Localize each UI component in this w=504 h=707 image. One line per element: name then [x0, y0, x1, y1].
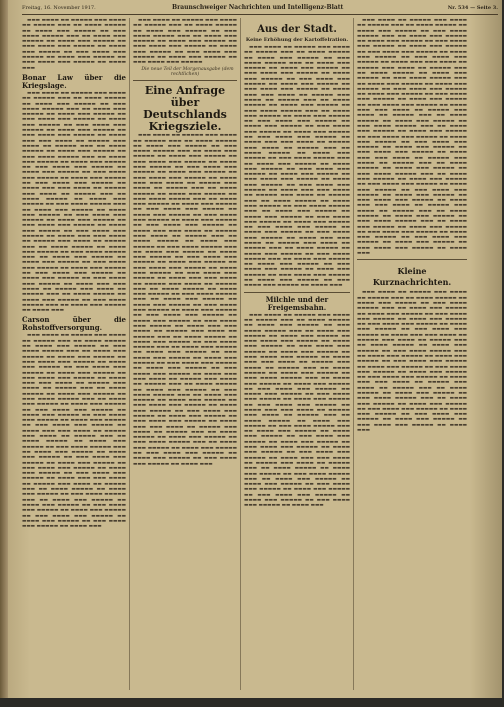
- article-headline: Carson über die Rohstoffversorgung.: [22, 315, 126, 333]
- page-header: [22, 3, 498, 13]
- column-2: ▬▬▬ ▬▬▬▬ ▬▬ ▬▬▬▬▬ ▬▬▬ ▬▬▬▬ ▬▬ ▬▬▬▬▬ ▬▬▬ ▬▬ ▬▬▬▬ ▬▬▬▬▬ ▬▬ ▬▬▬▬ ▬▬▬ ▬▬▬▬▬ ▬▬ ▬▬▬ ▬▬▬▬ ▬▬▬▬▬ ▬▬▬ ▬▬ ▬▬▬▬ ▬▬▬ ▬▬▬▬▬ ▬▬ ▬▬▬▬ ▬▬▬ ▬▬▬▬▬ ▬▬ ▬▬▬ ▬▬▬▬ ▬▬▬ ▬▬▬▬▬ ▬▬ ▬▬▬▬ ▬▬▬ ▬▬▬▬▬ ▬▬ ▬▬▬ ▬▬▬▬ ▬▬▬ ▬▬▬▬▬ ▬▬ ▬▬▬▬ ▬▬▬ ▬▬▬▬▬ ▬▬ ▬▬▬ ▬▬▬▬ ▬▬▬ ▬▬▬▬▬ Die neue Teil der Morgenausgabe (dem rechtlichen) Eine Anfrage über Deutschlands Kriegsziele. ▬▬▬ ▬▬▬▬ ▬▬ ▬▬▬▬▬ ▬▬▬ ▬▬▬▬ ▬▬ ▬▬▬▬▬ ▬▬▬ ▬▬ ▬▬▬▬ ▬▬▬▬▬ ▬▬ ▬▬▬▬ ▬▬▬ ▬▬▬▬▬ ▬▬ ▬▬▬ ▬▬▬▬ ▬▬▬▬▬ ▬▬▬ ▬▬ ▬▬▬▬ ▬▬▬ ▬▬▬▬▬ ▬▬ ▬▬▬▬ ▬▬▬ ▬▬▬▬▬ ▬▬ ▬▬▬ ▬▬▬▬ ▬▬▬ ▬▬▬▬▬ ▬▬ ▬▬▬▬ ▬▬▬ ▬▬▬▬▬ ▬▬ ▬▬▬ ▬▬▬▬ ▬▬▬ ▬▬▬▬▬ ▬▬ ▬▬▬▬ ▬▬▬ ▬▬▬▬▬ ▬▬ ▬▬▬ ▬▬▬▬ ▬▬▬ ▬▬▬▬▬ ▬▬ ▬▬▬▬ ▬▬▬ ▬▬▬ ▬▬▬▬ ▬▬ ▬▬▬▬▬ ▬▬▬ ▬▬▬▬ ▬▬ ▬▬▬▬▬ ▬▬▬ ▬▬ ▬▬▬▬ ▬▬▬▬▬ ▬▬ ▬▬▬▬ ▬▬▬ ▬▬▬▬▬ ▬▬ ▬▬▬ ▬▬▬▬ ▬▬▬▬▬ ▬▬▬ ▬▬ ▬▬▬▬ ▬▬▬ ▬▬▬▬▬ ▬▬ ▬▬▬▬ ▬▬▬ ▬▬▬▬▬ ▬▬ ▬▬▬ ▬▬▬▬ ▬▬▬ ▬▬▬▬▬ ▬▬ ▬▬▬▬ ▬▬▬ ▬▬▬▬▬ ▬▬ ▬▬▬ ▬▬▬▬ ▬▬▬ ▬▬▬▬▬ ▬▬ ▬▬▬▬ ▬▬▬ ▬▬▬▬▬ ▬▬ ▬▬▬ ▬▬▬▬ ▬▬▬ ▬▬▬▬▬ ▬▬ ▬▬▬▬ ▬▬▬ ▬▬▬ ▬▬▬▬ ▬▬ ▬▬▬▬▬ ▬▬▬ ▬▬▬▬ ▬▬ ▬▬▬▬▬ ▬▬▬ ▬▬ ▬▬▬▬ ▬▬▬▬▬ ▬▬ ▬▬▬▬ ▬▬▬ ▬▬▬▬▬ ▬▬ ▬▬▬ ▬▬▬▬ ▬▬▬▬▬ ▬▬▬ ▬▬ ▬▬▬▬ ▬▬▬ ▬▬▬▬▬ ▬▬ ▬▬▬▬ ▬▬▬ ▬▬▬▬▬ ▬▬ ▬▬▬ ▬▬▬▬ ▬▬▬ ▬▬▬▬▬ ▬▬ ▬▬▬▬ ▬▬▬ ▬▬▬▬▬ ▬▬ ▬▬▬ ▬▬▬▬ ▬▬▬ ▬▬▬▬▬ ▬▬ ▬▬▬▬ ▬▬▬ ▬▬▬▬▬ ▬▬ ▬▬▬ ▬▬▬▬ ▬▬▬ ▬▬▬▬▬ ▬▬ ▬▬▬▬ ▬▬▬ ▬▬▬ ▬▬▬▬ ▬▬ ▬▬▬▬▬ ▬▬▬ ▬▬▬▬ ▬▬ ▬▬▬▬▬ ▬▬▬ ▬▬ ▬▬▬▬ ▬▬▬▬▬ ▬▬ ▬▬▬▬ ▬▬▬ ▬▬▬▬▬ ▬▬ ▬▬▬ ▬▬▬▬ ▬▬▬▬▬ ▬▬▬ ▬▬ ▬▬▬▬ ▬▬▬ ▬▬▬▬▬ ▬▬ ▬▬▬▬ ▬▬▬ ▬▬▬▬▬ ▬▬ ▬▬▬ ▬▬▬▬ ▬▬▬ ▬▬▬▬▬ ▬▬ ▬▬▬▬ ▬▬▬ ▬▬▬▬▬ ▬▬ ▬▬▬ ▬▬▬▬ ▬▬▬ ▬▬▬▬▬ ▬▬ ▬▬▬▬ ▬▬▬ ▬▬▬▬▬ ▬▬ ▬▬▬ ▬▬▬▬ ▬▬▬ ▬▬▬▬▬ ▬▬ ▬▬▬▬ ▬▬▬ ▬▬▬ ▬▬▬▬ ▬▬ ▬▬▬▬▬ ▬▬▬ ▬▬▬▬ ▬▬ ▬▬▬▬▬ ▬▬▬ ▬▬ ▬▬▬▬ ▬▬▬▬▬ ▬▬ ▬▬▬▬ ▬▬▬ ▬▬▬▬▬ ▬▬ ▬▬▬ ▬▬▬▬ ▬▬▬▬▬ ▬▬▬ ▬▬ ▬▬▬▬ ▬▬▬ ▬▬▬▬▬ ▬▬ ▬▬▬▬ ▬▬▬ ▬▬▬▬▬ ▬▬ ▬▬▬ ▬▬▬▬ ▬▬▬ ▬▬▬▬▬ ▬▬ ▬▬▬▬ ▬▬▬ ▬▬▬▬▬ ▬▬ ▬▬▬ ▬▬▬▬ ▬▬▬ ▬▬▬▬▬ ▬▬ ▬▬▬▬ ▬▬▬ ▬▬▬▬▬ ▬▬ ▬▬▬ ▬▬▬▬ ▬▬▬ ▬▬▬▬▬ ▬▬ ▬▬▬▬ ▬▬▬ ▬▬▬ ▬▬▬▬ ▬▬ ▬▬▬▬▬ ▬▬▬ ▬▬▬▬ ▬▬ ▬▬▬▬▬ ▬▬▬ ▬▬ ▬▬▬▬ ▬▬▬▬▬ ▬▬ ▬▬▬▬ ▬▬▬ ▬▬▬▬▬ ▬▬ ▬▬▬ ▬▬▬▬ ▬▬▬▬▬ ▬▬▬ ▬▬ ▬▬▬▬ ▬▬▬ ▬▬▬▬▬ ▬▬ ▬▬▬▬ ▬▬▬ ▬▬▬▬▬ ▬▬ ▬▬▬ ▬▬▬▬ ▬▬▬ ▬▬▬▬▬ ▬▬ ▬▬▬▬ ▬▬▬ ▬▬▬▬▬ ▬▬ ▬▬▬ ▬▬▬▬ ▬▬▬ ▬▬▬▬▬ ▬▬ ▬▬▬▬ ▬▬▬ ▬▬▬▬▬ ▬▬ ▬▬▬ ▬▬▬▬ ▬▬▬ ▬▬▬▬▬ ▬▬ ▬▬▬▬ ▬▬▬ ▬▬▬ ▬▬▬▬ ▬▬ ▬▬▬▬▬ ▬▬▬ ▬▬▬▬ ▬▬ ▬▬▬▬▬ ▬▬▬ ▬▬ ▬▬▬▬ ▬▬▬▬▬ ▬▬ ▬▬▬▬ ▬▬▬ ▬▬▬▬▬ ▬▬ ▬▬▬ ▬▬▬▬ ▬▬▬▬▬ ▬▬▬ ▬▬ ▬▬▬▬ ▬▬▬ ▬▬▬▬▬ ▬▬ ▬▬▬▬ ▬▬▬ ▬▬▬▬▬ ▬▬ ▬▬▬ ▬▬▬▬ ▬▬▬ ▬▬▬▬▬ ▬▬ ▬▬▬▬ ▬▬▬ ▬▬▬▬▬ ▬▬ ▬▬▬ ▬▬▬▬ ▬▬▬ ▬▬▬▬▬ ▬▬ ▬▬▬▬ ▬▬▬: [133, 18, 237, 467]
- header-date: Freitag, 16. November 1917.: [22, 5, 96, 11]
- header-rule: [22, 14, 498, 15]
- column-3: Aus der Stadt. Keine Erhöhung der Kartoffelration. ▬▬▬ ▬▬▬▬ ▬▬ ▬▬▬▬▬ ▬▬▬ ▬▬▬▬ ▬▬ ▬▬▬▬▬ ▬▬▬ ▬▬ ▬▬▬▬ ▬▬▬▬▬ ▬▬ ▬▬▬▬ ▬▬▬ ▬▬▬▬▬ ▬▬ ▬▬▬ ▬▬▬▬ ▬▬▬▬▬ ▬▬▬ ▬▬ ▬▬▬▬ ▬▬▬ ▬▬▬▬▬ ▬▬ ▬▬▬▬ ▬▬▬ ▬▬▬▬▬ ▬▬ ▬▬▬ ▬▬▬▬ ▬▬▬ ▬▬▬▬▬ ▬▬ ▬▬▬▬ ▬▬▬ ▬▬▬▬▬ ▬▬ ▬▬▬ ▬▬▬▬ ▬▬▬ ▬▬▬▬▬ ▬▬ ▬▬▬▬ ▬▬▬ ▬▬▬▬▬ ▬▬ ▬▬▬ ▬▬▬▬ ▬▬▬ ▬▬▬▬▬ ▬▬ ▬▬▬▬ ▬▬▬ ▬▬▬ ▬▬▬▬ ▬▬ ▬▬▬▬▬ ▬▬▬ ▬▬▬▬ ▬▬ ▬▬▬▬▬ ▬▬▬ ▬▬ ▬▬▬▬ ▬▬▬▬▬ ▬▬ ▬▬▬▬ ▬▬▬ ▬▬▬▬▬ ▬▬ ▬▬▬ ▬▬▬▬ ▬▬▬▬▬ ▬▬▬ ▬▬ ▬▬▬▬ ▬▬▬ ▬▬▬▬▬ ▬▬ ▬▬▬▬ ▬▬▬ ▬▬▬▬▬ ▬▬ ▬▬▬ ▬▬▬▬ ▬▬▬ ▬▬▬▬▬ ▬▬ ▬▬▬▬ ▬▬▬ ▬▬▬▬▬ ▬▬ ▬▬▬ ▬▬▬▬ ▬▬▬ ▬▬▬▬▬ ▬▬ ▬▬▬▬ ▬▬▬ ▬▬▬▬▬ ▬▬ ▬▬▬ ▬▬▬▬ ▬▬▬ ▬▬▬▬▬ ▬▬ ▬▬▬▬ ▬▬▬ ▬▬▬ ▬▬▬▬ ▬▬ ▬▬▬▬▬ ▬▬▬ ▬▬▬▬ ▬▬ ▬▬▬▬▬ ▬▬▬ ▬▬ ▬▬▬▬ ▬▬▬▬▬ ▬▬ ▬▬▬▬ ▬▬▬ ▬▬▬▬▬ ▬▬ ▬▬▬ ▬▬▬▬ ▬▬▬▬▬ ▬▬▬ ▬▬ ▬▬▬▬ ▬▬▬ ▬▬▬▬▬ ▬▬ ▬▬▬▬ ▬▬▬ ▬▬▬▬▬ ▬▬ ▬▬▬ ▬▬▬▬ ▬▬▬ ▬▬▬▬▬ ▬▬ ▬▬▬▬ ▬▬▬ ▬▬▬▬▬ ▬▬ ▬▬▬ ▬▬▬▬ ▬▬▬ ▬▬▬▬▬ ▬▬ ▬▬▬▬ ▬▬▬ ▬▬▬▬▬ ▬▬ ▬▬▬ ▬▬▬▬ ▬▬▬ ▬▬▬▬▬ ▬▬ ▬▬▬▬ ▬▬▬ ▬▬▬ ▬▬▬▬ ▬▬ ▬▬▬▬▬ ▬▬▬ ▬▬▬▬ ▬▬ ▬▬▬▬▬ ▬▬▬ ▬▬ ▬▬▬▬ ▬▬▬▬▬ ▬▬ ▬▬▬▬ ▬▬▬ ▬▬▬▬▬ ▬▬ ▬▬▬ ▬▬▬▬ ▬▬▬▬▬ ▬▬▬ ▬▬ ▬▬▬▬ ▬▬▬ ▬▬▬▬▬ ▬▬ ▬▬▬▬ ▬▬▬ ▬▬▬▬▬ ▬▬ ▬▬▬ ▬▬▬▬ ▬▬▬ ▬▬▬▬▬ ▬▬ ▬▬▬▬ ▬▬▬ ▬▬▬▬▬ ▬▬ ▬▬▬ ▬▬▬▬ ▬▬▬ ▬▬▬▬▬ ▬▬ ▬▬▬▬ ▬▬▬ ▬▬▬▬▬ ▬▬ ▬▬▬ ▬▬▬▬ ▬▬▬ ▬▬▬▬▬ ▬▬ ▬▬▬▬ ▬▬▬ ▬▬▬ ▬▬▬▬ ▬▬ ▬▬▬▬▬ ▬▬▬ ▬▬▬▬ ▬▬ ▬▬▬▬▬ ▬▬▬ ▬▬ ▬▬▬▬ ▬▬▬▬▬ ▬▬ ▬▬▬▬ ▬▬▬ ▬▬▬▬▬ ▬▬ ▬▬▬ ▬▬▬▬ ▬▬▬▬▬ ▬▬▬ ▬▬ ▬▬▬▬ ▬▬▬ ▬▬▬▬▬ ▬▬ ▬▬▬▬ ▬▬▬ ▬▬▬▬▬ ▬▬ ▬▬▬ ▬▬▬▬ ▬▬▬ ▬▬▬▬▬ ▬▬ ▬▬▬▬ ▬▬▬ ▬▬▬▬▬ ▬▬ ▬▬▬ ▬▬▬▬ ▬▬▬ ▬▬▬▬▬ ▬▬ ▬▬▬▬ ▬▬▬ ▬▬▬▬▬ ▬▬ ▬▬▬ ▬▬▬▬ ▬▬▬ ▬▬▬▬▬ ▬▬ ▬▬▬▬ ▬▬▬ Milchle und der Freigemsbahn. ▬▬▬ ▬▬▬▬ ▬▬ ▬▬▬▬▬ ▬▬▬ ▬▬▬▬ ▬▬ ▬▬▬▬▬ ▬▬▬ ▬▬ ▬▬▬▬ ▬▬▬▬▬ ▬▬ ▬▬▬▬ ▬▬▬ ▬▬▬▬▬ ▬▬ ▬▬▬ ▬▬▬▬ ▬▬▬▬▬ ▬▬▬ ▬▬ ▬▬▬▬ ▬▬▬ ▬▬▬▬▬ ▬▬ ▬▬▬▬ ▬▬▬ ▬▬▬▬▬ ▬▬ ▬▬▬ ▬▬▬▬ ▬▬▬ ▬▬▬▬▬ ▬▬ ▬▬▬▬ ▬▬▬ ▬▬▬▬▬ ▬▬ ▬▬▬ ▬▬▬▬ ▬▬▬ ▬▬▬▬▬ ▬▬ ▬▬▬▬ ▬▬▬ ▬▬▬▬▬ ▬▬ ▬▬▬ ▬▬▬▬ ▬▬▬ ▬▬▬▬▬ ▬▬ ▬▬▬▬ ▬▬▬ ▬▬▬ ▬▬▬▬ ▬▬ ▬▬▬▬▬ ▬▬▬ ▬▬▬▬ ▬▬ ▬▬▬▬▬ ▬▬▬ ▬▬ ▬▬▬▬ ▬▬▬▬▬ ▬▬ ▬▬▬▬ ▬▬▬ ▬▬▬▬▬ ▬▬ ▬▬▬ ▬▬▬▬ ▬▬▬▬▬ ▬▬▬ ▬▬ ▬▬▬▬ ▬▬▬ ▬▬▬▬▬ ▬▬ ▬▬▬▬ ▬▬▬ ▬▬▬▬▬ ▬▬ ▬▬▬ ▬▬▬▬ ▬▬▬ ▬▬▬▬▬ ▬▬ ▬▬▬▬ ▬▬▬ ▬▬▬▬▬ ▬▬ ▬▬▬ ▬▬▬▬ ▬▬▬ ▬▬▬▬▬ ▬▬ ▬▬▬▬ ▬▬▬ ▬▬▬▬▬ ▬▬ ▬▬▬ ▬▬▬▬ ▬▬▬ ▬▬▬▬▬ ▬▬ ▬▬▬▬ ▬▬▬ ▬▬▬ ▬▬▬▬ ▬▬ ▬▬▬▬▬ ▬▬▬ ▬▬▬▬ ▬▬ ▬▬▬▬▬ ▬▬▬ ▬▬ ▬▬▬▬ ▬▬▬▬▬ ▬▬ ▬▬▬▬ ▬▬▬ ▬▬▬▬▬ ▬▬ ▬▬▬ ▬▬▬▬ ▬▬▬▬▬ ▬▬▬ ▬▬ ▬▬▬▬ ▬▬▬ ▬▬▬▬▬ ▬▬ ▬▬▬▬ ▬▬▬ ▬▬▬▬▬ ▬▬ ▬▬▬ ▬▬▬▬ ▬▬▬ ▬▬▬▬▬ ▬▬ ▬▬▬▬ ▬▬▬ ▬▬▬▬▬ ▬▬ ▬▬▬ ▬▬▬▬ ▬▬▬ ▬▬▬▬▬ ▬▬ ▬▬▬▬ ▬▬▬ ▬▬▬▬▬ ▬▬ ▬▬▬ ▬▬▬▬ ▬▬▬ ▬▬▬▬▬ ▬▬ ▬▬▬▬ ▬▬▬ ▬▬▬ ▬▬▬▬ ▬▬ ▬▬▬▬▬ ▬▬▬ ▬▬▬▬ ▬▬ ▬▬▬▬▬ ▬▬▬ ▬▬ ▬▬▬▬ ▬▬▬▬▬ ▬▬ ▬▬▬▬ ▬▬▬ ▬▬▬▬▬ ▬▬ ▬▬▬ ▬▬▬▬ ▬▬▬▬▬ ▬▬▬ ▬▬ ▬▬▬▬ ▬▬▬ ▬▬▬▬▬ ▬▬ ▬▬▬▬ ▬▬▬ ▬▬▬▬▬ ▬▬ ▬▬▬ ▬▬▬▬ ▬▬▬ ▬▬▬▬▬ ▬▬ ▬▬▬▬ ▬▬▬ ▬▬▬▬▬ ▬▬ ▬▬▬ ▬▬▬▬ ▬▬▬ ▬▬▬▬▬ ▬▬ ▬▬▬▬ ▬▬▬ ▬▬▬▬▬ ▬▬ ▬▬▬ ▬▬▬▬ ▬▬▬ ▬▬▬▬▬ ▬▬ ▬▬▬▬ ▬▬▬: [244, 24, 350, 509]
- section-headline: Kleine Kurznachrichten.: [372, 266, 452, 288]
- binding-edge: [0, 0, 8, 698]
- section-rule: [133, 80, 237, 81]
- article-headline: Bonar Law über die Kriegslage.: [22, 72, 126, 90]
- header-page-number: Nr. 534 — Seite 3.: [447, 5, 498, 11]
- section-headline: Aus der Stadt.: [257, 24, 337, 35]
- column-divider: [353, 18, 354, 690]
- column-4: ▬▬▬ ▬▬▬▬ ▬▬ ▬▬▬▬▬ ▬▬▬ ▬▬▬▬ ▬▬ ▬▬▬▬▬ ▬▬▬ ▬▬ ▬▬▬▬ ▬▬▬▬▬ ▬▬ ▬▬▬▬ ▬▬▬ ▬▬▬▬▬ ▬▬ ▬▬▬ ▬▬▬▬ ▬▬▬▬▬ ▬▬▬ ▬▬ ▬▬▬▬ ▬▬▬ ▬▬▬▬▬ ▬▬ ▬▬▬▬ ▬▬▬ ▬▬▬▬▬ ▬▬ ▬▬▬ ▬▬▬▬ ▬▬▬ ▬▬▬▬▬ ▬▬ ▬▬▬▬ ▬▬▬ ▬▬▬▬▬ ▬▬ ▬▬▬ ▬▬▬▬ ▬▬▬ ▬▬▬▬▬ ▬▬ ▬▬▬▬ ▬▬▬ ▬▬▬▬▬ ▬▬ ▬▬▬ ▬▬▬▬ ▬▬▬ ▬▬▬▬▬ ▬▬ ▬▬▬▬ ▬▬▬ ▬▬▬ ▬▬▬▬ ▬▬ ▬▬▬▬▬ ▬▬▬ ▬▬▬▬ ▬▬ ▬▬▬▬▬ ▬▬▬ ▬▬ ▬▬▬▬ ▬▬▬▬▬ ▬▬ ▬▬▬▬ ▬▬▬ ▬▬▬▬▬ ▬▬ ▬▬▬ ▬▬▬▬ ▬▬▬▬▬ ▬▬▬ ▬▬ ▬▬▬▬ ▬▬▬ ▬▬▬▬▬ ▬▬ ▬▬▬▬ ▬▬▬ ▬▬▬▬▬ ▬▬ ▬▬▬ ▬▬▬▬ ▬▬▬ ▬▬▬▬▬ ▬▬ ▬▬▬▬ ▬▬▬ ▬▬▬▬▬ ▬▬ ▬▬▬ ▬▬▬▬ ▬▬▬ ▬▬▬▬▬ ▬▬ ▬▬▬▬ ▬▬▬ ▬▬▬▬▬ ▬▬ ▬▬▬ ▬▬▬▬ ▬▬▬ ▬▬▬▬▬ ▬▬ ▬▬▬▬ ▬▬▬ ▬▬▬ ▬▬▬▬ ▬▬ ▬▬▬▬▬ ▬▬▬ ▬▬▬▬ ▬▬ ▬▬▬▬▬ ▬▬▬ ▬▬ ▬▬▬▬ ▬▬▬▬▬ ▬▬ ▬▬▬▬ ▬▬▬ ▬▬▬▬▬ ▬▬ ▬▬▬ ▬▬▬▬ ▬▬▬▬▬ ▬▬▬ ▬▬ ▬▬▬▬ ▬▬▬ ▬▬▬▬▬ ▬▬ ▬▬▬▬ ▬▬▬ ▬▬▬▬▬ ▬▬ ▬▬▬ ▬▬▬▬ ▬▬▬ ▬▬▬▬▬ ▬▬ ▬▬▬▬ ▬▬▬ ▬▬▬▬▬ ▬▬ ▬▬▬ ▬▬▬▬ ▬▬▬ ▬▬▬▬▬ ▬▬ ▬▬▬▬ ▬▬▬ ▬▬▬▬▬ ▬▬ ▬▬▬ ▬▬▬▬ ▬▬▬ ▬▬▬▬▬ ▬▬ ▬▬▬▬ ▬▬▬ ▬▬▬ ▬▬▬▬ ▬▬ ▬▬▬▬▬ ▬▬▬ ▬▬▬▬ ▬▬ ▬▬▬▬▬ ▬▬▬ ▬▬ ▬▬▬▬ ▬▬▬▬▬ ▬▬ ▬▬▬▬ ▬▬▬ ▬▬▬▬▬ ▬▬ ▬▬▬ ▬▬▬▬ ▬▬▬▬▬ ▬▬▬ ▬▬ ▬▬▬▬ ▬▬▬ ▬▬▬▬▬ ▬▬ ▬▬▬▬ ▬▬▬ ▬▬▬▬▬ ▬▬ ▬▬▬ ▬▬▬▬ ▬▬▬ ▬▬▬▬▬ ▬▬ ▬▬▬▬ ▬▬▬ ▬▬▬▬▬ ▬▬ ▬▬▬ ▬▬▬▬ ▬▬▬ ▬▬▬▬▬ ▬▬ ▬▬▬▬ ▬▬▬ ▬▬▬▬▬ ▬▬ ▬▬▬ ▬▬▬▬ ▬▬▬ ▬▬▬▬▬ ▬▬ ▬▬▬▬ ▬▬▬ ▬▬▬ ▬▬▬▬ ▬▬ ▬▬▬▬▬ ▬▬▬ ▬▬▬▬ ▬▬ ▬▬▬▬▬ ▬▬▬ ▬▬ ▬▬▬▬ ▬▬▬▬▬ ▬▬ ▬▬▬▬ ▬▬▬ ▬▬▬▬▬ ▬▬ ▬▬▬ ▬▬▬▬ ▬▬▬▬▬ ▬▬▬ ▬▬ ▬▬▬▬ ▬▬▬ ▬▬▬▬▬ ▬▬ ▬▬▬▬ ▬▬▬ ▬▬▬▬▬ ▬▬ ▬▬▬ ▬▬▬▬ ▬▬▬ ▬▬▬▬▬ ▬▬ ▬▬▬▬ ▬▬▬ ▬▬▬▬▬ ▬▬ ▬▬▬ ▬▬▬▬ ▬▬▬ ▬▬▬▬▬ ▬▬ ▬▬▬▬ ▬▬▬ ▬▬▬▬▬ ▬▬ ▬▬▬ ▬▬▬▬ ▬▬▬ ▬▬▬▬▬ ▬▬ ▬▬▬▬ ▬▬▬ Kleine Kurznachrichten. ▬▬▬ ▬▬▬▬ ▬▬ ▬▬▬▬▬ ▬▬▬ ▬▬▬▬ ▬▬ ▬▬▬▬▬ ▬▬▬ ▬▬ ▬▬▬▬ ▬▬▬▬▬ ▬▬ ▬▬▬▬ ▬▬▬ ▬▬▬▬▬ ▬▬ ▬▬▬ ▬▬▬▬ ▬▬▬▬▬ ▬▬▬ ▬▬ ▬▬▬▬ ▬▬▬ ▬▬▬▬▬ ▬▬ ▬▬▬▬ ▬▬▬ ▬▬▬▬▬ ▬▬ ▬▬▬ ▬▬▬▬ ▬▬▬ ▬▬▬▬▬ ▬▬ ▬▬▬▬ ▬▬▬ ▬▬▬▬▬ ▬▬ ▬▬▬ ▬▬▬▬ ▬▬▬ ▬▬▬▬▬ ▬▬ ▬▬▬▬ ▬▬▬ ▬▬▬▬▬ ▬▬ ▬▬▬ ▬▬▬▬ ▬▬▬ ▬▬▬▬▬ ▬▬ ▬▬▬▬ ▬▬▬ ▬▬▬ ▬▬▬▬ ▬▬ ▬▬▬▬▬ ▬▬▬ ▬▬▬▬ ▬▬ ▬▬▬▬▬ ▬▬▬ ▬▬ ▬▬▬▬ ▬▬▬▬▬ ▬▬ ▬▬▬▬ ▬▬▬ ▬▬▬▬▬ ▬▬ ▬▬▬ ▬▬▬▬ ▬▬▬▬▬ ▬▬▬ ▬▬ ▬▬▬▬ ▬▬▬ ▬▬▬▬▬ ▬▬ ▬▬▬▬ ▬▬▬ ▬▬▬▬▬ ▬▬ ▬▬▬ ▬▬▬▬ ▬▬▬ ▬▬▬▬▬ ▬▬ ▬▬▬▬ ▬▬▬ ▬▬▬▬▬ ▬▬ ▬▬▬ ▬▬▬▬ ▬▬▬ ▬▬▬▬▬ ▬▬ ▬▬▬▬ ▬▬▬ ▬▬▬▬▬ ▬▬ ▬▬▬ ▬▬▬▬ ▬▬▬ ▬▬▬▬▬ ▬▬ ▬▬▬▬ ▬▬▬ ▬▬▬ ▬▬▬▬ ▬▬ ▬▬▬▬▬ ▬▬▬ ▬▬▬▬ ▬▬ ▬▬▬▬▬ ▬▬▬ ▬▬ ▬▬▬▬ ▬▬▬▬▬ ▬▬ ▬▬▬▬ ▬▬▬ ▬▬▬▬▬ ▬▬ ▬▬▬ ▬▬▬▬ ▬▬▬▬▬ ▬▬▬ ▬▬ ▬▬▬▬ ▬▬▬ ▬▬▬▬▬ ▬▬ ▬▬▬▬ ▬▬▬ ▬▬▬▬▬ ▬▬ ▬▬▬ ▬▬▬▬ ▬▬▬ ▬▬▬▬▬ ▬▬ ▬▬▬▬ ▬▬▬ ▬▬▬▬▬ ▬▬ ▬▬▬ ▬▬▬▬ ▬▬▬ ▬▬▬▬▬ ▬▬ ▬▬▬▬ ▬▬▬ ▬▬▬▬▬ ▬▬ ▬▬▬ ▬▬▬▬ ▬▬▬ ▬▬▬▬▬ ▬▬ ▬▬▬▬ ▬▬▬: [357, 18, 467, 434]
- notice-line: Die neue Teil der Morgenausgabe (dem rechtlichen): [141, 66, 234, 77]
- article-headline: Milchle und der Freigemsbahn.: [265, 294, 329, 312]
- column-1: ▬▬▬ ▬▬▬▬ ▬▬ ▬▬▬▬▬ ▬▬▬ ▬▬▬▬ ▬▬ ▬▬▬▬▬ ▬▬▬ ▬▬ ▬▬▬▬ ▬▬▬▬▬ ▬▬ ▬▬▬▬ ▬▬▬ ▬▬▬▬▬ ▬▬ ▬▬▬ ▬▬▬▬ ▬▬▬▬▬ ▬▬▬ ▬▬ ▬▬▬▬ ▬▬▬ ▬▬▬▬▬ ▬▬ ▬▬▬▬ ▬▬▬ ▬▬▬▬▬ ▬▬ ▬▬▬ ▬▬▬▬ ▬▬▬ ▬▬▬▬▬ ▬▬ ▬▬▬▬ ▬▬▬ ▬▬▬▬▬ ▬▬ ▬▬▬ ▬▬▬▬ ▬▬▬ ▬▬▬▬▬ ▬▬ ▬▬▬▬ ▬▬▬ ▬▬▬▬▬ ▬▬ ▬▬▬ ▬▬▬▬ ▬▬▬ ▬▬▬▬▬ ▬▬ ▬▬▬▬ ▬▬▬ Bonar Law über die Kriegslage. ▬▬▬ ▬▬▬▬ ▬▬ ▬▬▬▬▬ ▬▬▬ ▬▬▬▬ ▬▬ ▬▬▬▬▬ ▬▬▬ ▬▬ ▬▬▬▬ ▬▬▬▬▬ ▬▬ ▬▬▬▬ ▬▬▬ ▬▬▬▬▬ ▬▬ ▬▬▬ ▬▬▬▬ ▬▬▬▬▬ ▬▬▬ ▬▬ ▬▬▬▬ ▬▬▬ ▬▬▬▬▬ ▬▬ ▬▬▬▬ ▬▬▬ ▬▬▬▬▬ ▬▬ ▬▬▬ ▬▬▬▬ ▬▬▬ ▬▬▬▬▬ ▬▬ ▬▬▬▬ ▬▬▬ ▬▬▬▬▬ ▬▬ ▬▬▬ ▬▬▬▬ ▬▬▬ ▬▬▬▬▬ ▬▬ ▬▬▬▬ ▬▬▬ ▬▬▬▬▬ ▬▬ ▬▬▬ ▬▬▬▬ ▬▬▬ ▬▬▬▬▬ ▬▬ ▬▬▬▬ ▬▬▬ ▬▬▬ ▬▬▬▬ ▬▬ ▬▬▬▬▬ ▬▬▬ ▬▬▬▬ ▬▬ ▬▬▬▬▬ ▬▬▬ ▬▬ ▬▬▬▬ ▬▬▬▬▬ ▬▬ ▬▬▬▬ ▬▬▬ ▬▬▬▬▬ ▬▬ ▬▬▬ ▬▬▬▬ ▬▬▬▬▬ ▬▬▬ ▬▬ ▬▬▬▬ ▬▬▬ ▬▬▬▬▬ ▬▬ ▬▬▬▬ ▬▬▬ ▬▬▬▬▬ ▬▬ ▬▬▬ ▬▬▬▬ ▬▬▬ ▬▬▬▬▬ ▬▬ ▬▬▬▬ ▬▬▬ ▬▬▬▬▬ ▬▬ ▬▬▬ ▬▬▬▬ ▬▬▬ ▬▬▬▬▬ ▬▬ ▬▬▬▬ ▬▬▬ ▬▬▬▬▬ ▬▬ ▬▬▬ ▬▬▬▬ ▬▬▬ ▬▬▬▬▬ ▬▬ ▬▬▬▬ ▬▬▬ ▬▬▬ ▬▬▬▬ ▬▬ ▬▬▬▬▬ ▬▬▬ ▬▬▬▬ ▬▬ ▬▬▬▬▬ ▬▬▬ ▬▬ ▬▬▬▬ ▬▬▬▬▬ ▬▬ ▬▬▬▬ ▬▬▬ ▬▬▬▬▬ ▬▬ ▬▬▬ ▬▬▬▬ ▬▬▬▬▬ ▬▬▬ ▬▬ ▬▬▬▬ ▬▬▬ ▬▬▬▬▬ ▬▬ ▬▬▬▬ ▬▬▬ ▬▬▬▬▬ ▬▬ ▬▬▬ ▬▬▬▬ ▬▬▬ ▬▬▬▬▬ ▬▬ ▬▬▬▬ ▬▬▬ ▬▬▬▬▬ ▬▬ ▬▬▬ ▬▬▬▬ ▬▬▬ ▬▬▬▬▬ ▬▬ ▬▬▬▬ ▬▬▬ ▬▬▬▬▬ ▬▬ ▬▬▬ ▬▬▬▬ ▬▬▬ ▬▬▬▬▬ ▬▬ ▬▬▬▬ ▬▬▬ ▬▬▬ ▬▬▬▬ ▬▬ ▬▬▬▬▬ ▬▬▬ ▬▬▬▬ ▬▬ ▬▬▬▬▬ ▬▬▬ ▬▬ ▬▬▬▬ ▬▬▬▬▬ ▬▬ ▬▬▬▬ ▬▬▬ ▬▬▬▬▬ ▬▬ ▬▬▬ ▬▬▬▬ ▬▬▬▬▬ ▬▬▬ ▬▬ ▬▬▬▬ ▬▬▬ ▬▬▬▬▬ ▬▬ ▬▬▬▬ ▬▬▬ ▬▬▬▬▬ ▬▬ ▬▬▬ ▬▬▬▬ ▬▬▬ ▬▬▬▬▬ ▬▬ ▬▬▬▬ ▬▬▬ ▬▬▬▬▬ ▬▬ ▬▬▬ ▬▬▬▬ ▬▬▬ ▬▬▬▬▬ ▬▬ ▬▬▬▬ ▬▬▬ ▬▬▬▬▬ ▬▬ ▬▬▬ ▬▬▬▬ ▬▬▬ ▬▬▬▬▬ ▬▬ ▬▬▬▬ ▬▬▬ ▬▬▬ ▬▬▬▬ ▬▬ ▬▬▬▬▬ ▬▬▬ ▬▬▬▬ ▬▬ ▬▬▬▬▬ ▬▬▬ ▬▬ ▬▬▬▬ ▬▬▬▬▬ ▬▬ ▬▬▬▬ ▬▬▬ ▬▬▬▬▬ ▬▬ ▬▬▬ ▬▬▬▬ ▬▬▬▬▬ ▬▬▬ ▬▬ ▬▬▬▬ ▬▬▬ ▬▬▬▬▬ ▬▬ ▬▬▬▬ ▬▬▬ Carson über die Rohstoffversorgung. ▬▬▬ ▬▬▬▬ ▬▬ ▬▬▬▬▬ ▬▬▬ ▬▬▬▬ ▬▬ ▬▬▬▬▬ ▬▬▬ ▬▬ ▬▬▬▬ ▬▬▬▬▬ ▬▬ ▬▬▬▬ ▬▬▬ ▬▬▬▬▬ ▬▬ ▬▬▬ ▬▬▬▬ ▬▬▬▬▬ ▬▬▬ ▬▬ ▬▬▬▬ ▬▬▬ ▬▬▬▬▬ ▬▬ ▬▬▬▬ ▬▬▬ ▬▬▬▬▬ ▬▬ ▬▬▬ ▬▬▬▬ ▬▬▬ ▬▬▬▬▬ ▬▬ ▬▬▬▬ ▬▬▬ ▬▬▬▬▬ ▬▬ ▬▬▬ ▬▬▬▬ ▬▬▬ ▬▬▬▬▬ ▬▬ ▬▬▬▬ ▬▬▬ ▬▬▬▬▬ ▬▬ ▬▬▬ ▬▬▬▬ ▬▬▬ ▬▬▬▬▬ ▬▬ ▬▬▬▬ ▬▬▬ ▬▬▬ ▬▬▬▬ ▬▬ ▬▬▬▬▬ ▬▬▬ ▬▬▬▬ ▬▬ ▬▬▬▬▬ ▬▬▬ ▬▬ ▬▬▬▬ ▬▬▬▬▬ ▬▬ ▬▬▬▬ ▬▬▬ ▬▬▬▬▬ ▬▬ ▬▬▬ ▬▬▬▬ ▬▬▬▬▬ ▬▬▬ ▬▬ ▬▬▬▬ ▬▬▬ ▬▬▬▬▬ ▬▬ ▬▬▬▬ ▬▬▬ ▬▬▬▬▬ ▬▬ ▬▬▬ ▬▬▬▬ ▬▬▬ ▬▬▬▬▬ ▬▬ ▬▬▬▬ ▬▬▬ ▬▬▬▬▬ ▬▬ ▬▬▬ ▬▬▬▬ ▬▬▬ ▬▬▬▬▬ ▬▬ ▬▬▬▬ ▬▬▬ ▬▬▬▬▬ ▬▬ ▬▬▬ ▬▬▬▬ ▬▬▬ ▬▬▬▬▬ ▬▬ ▬▬▬▬ ▬▬▬ ▬▬▬ ▬▬▬▬ ▬▬ ▬▬▬▬▬ ▬▬▬ ▬▬▬▬ ▬▬ ▬▬▬▬▬ ▬▬▬ ▬▬ ▬▬▬▬ ▬▬▬▬▬ ▬▬ ▬▬▬▬ ▬▬▬ ▬▬▬▬▬ ▬▬ ▬▬▬ ▬▬▬▬ ▬▬▬▬▬ ▬▬▬ ▬▬ ▬▬▬▬ ▬▬▬ ▬▬▬▬▬ ▬▬ ▬▬▬▬ ▬▬▬ ▬▬▬▬▬ ▬▬ ▬▬▬ ▬▬▬▬ ▬▬▬ ▬▬▬▬▬ ▬▬ ▬▬▬▬ ▬▬▬ ▬▬▬▬▬ ▬▬ ▬▬▬ ▬▬▬▬ ▬▬▬ ▬▬▬▬▬ ▬▬ ▬▬▬▬ ▬▬▬ ▬▬▬▬▬ ▬▬ ▬▬▬ ▬▬▬▬ ▬▬▬ ▬▬▬▬▬ ▬▬ ▬▬▬▬ ▬▬▬ ▬▬▬ ▬▬▬▬ ▬▬ ▬▬▬▬▬ ▬▬▬ ▬▬▬▬ ▬▬ ▬▬▬▬▬ ▬▬▬ ▬▬ ▬▬▬▬ ▬▬▬▬▬ ▬▬ ▬▬▬▬ ▬▬▬ ▬▬▬▬▬ ▬▬ ▬▬▬ ▬▬▬▬ ▬▬▬▬▬ ▬▬▬ ▬▬ ▬▬▬▬ ▬▬▬ ▬▬▬▬▬ ▬▬ ▬▬▬▬ ▬▬▬ ▬▬▬▬▬ ▬▬ ▬▬▬ ▬▬▬▬ ▬▬▬ ▬▬▬▬▬ ▬▬ ▬▬▬▬ ▬▬▬ ▬▬▬▬▬ ▬▬ ▬▬▬ ▬▬▬▬ ▬▬▬ ▬▬▬▬▬ ▬▬ ▬▬▬▬ ▬▬▬ ▬▬▬▬▬ ▬▬ ▬▬▬ ▬▬▬▬ ▬▬▬ ▬▬▬▬▬ ▬▬ ▬▬▬▬ ▬▬▬: [22, 18, 126, 530]
- article-headline-large: Eine Anfrage über Deutschlands Kriegsziele.: [143, 84, 227, 134]
- column-divider: [129, 18, 130, 690]
- section-rule: [357, 259, 467, 260]
- section-rule: [244, 292, 350, 293]
- article-subheadline: Keine Erhöhung der Kartoffelration.: [245, 37, 349, 43]
- column-divider: [240, 18, 241, 690]
- header-masthead: Braunschweiger Nachrichten und Intelligenz-Blatt: [172, 4, 344, 11]
